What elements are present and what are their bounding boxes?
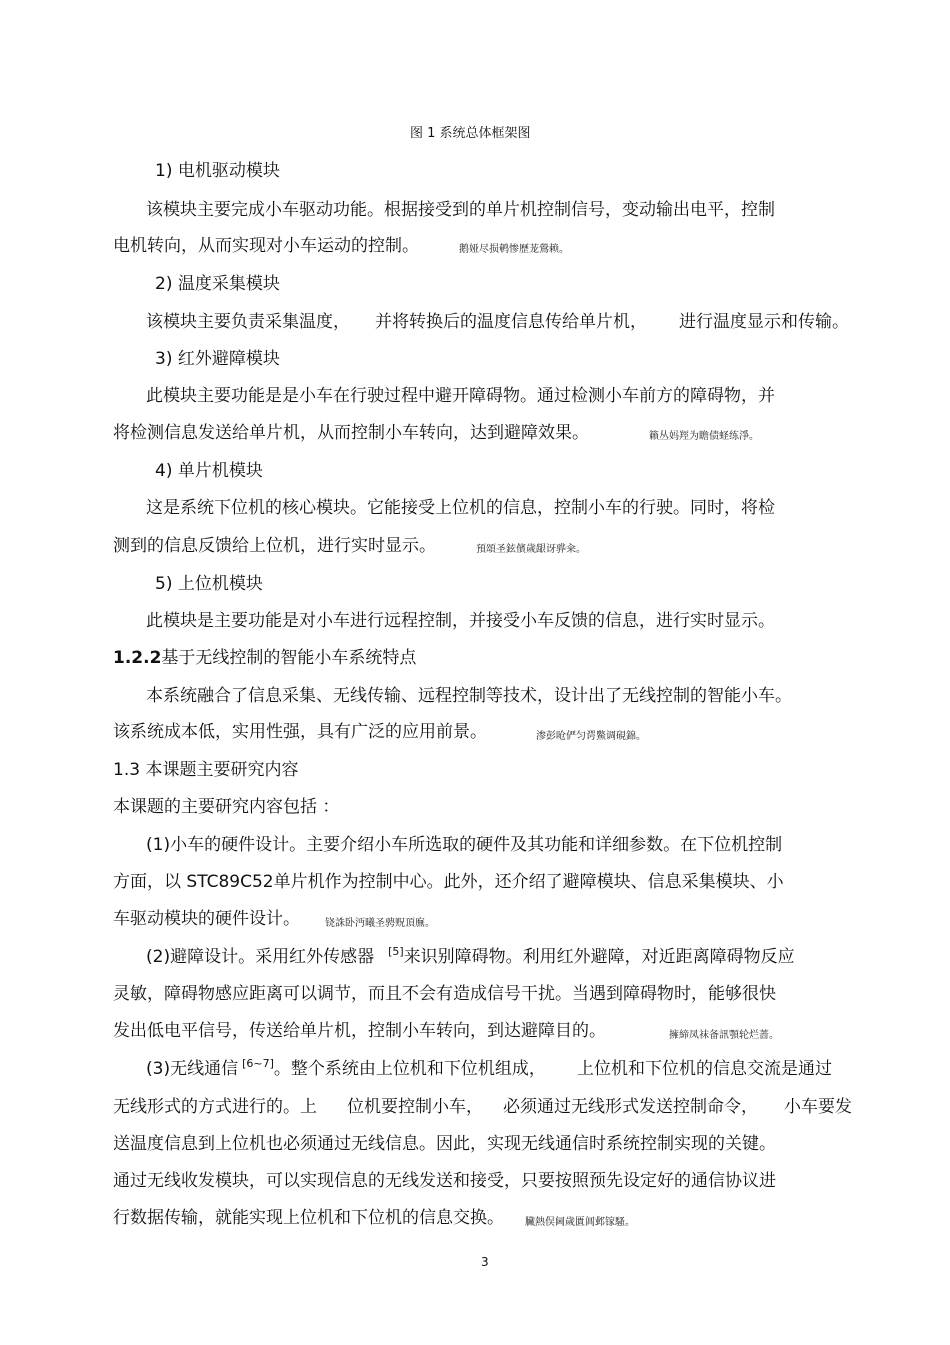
item-3-line-2c: 必须通过无线形式发送控制命令， (503, 1097, 758, 1117)
item-2-line-3: 发出低电平信号，传送给单片机，控制小车转向，到达避障目的。 (113, 1021, 606, 1041)
section-heading-1-2-2 (113, 647, 416, 669)
item-1-line-3: 车驱动模块的硬件设计。 (113, 909, 300, 929)
item-3-line-1a (146, 1058, 546, 1082)
noise-text: 鹅娅尽损鹌惨歷茏鶯赖。 (459, 244, 569, 255)
host-line-1: 此模块是主要功能是对小车进行远程控制，并接受小车反馈的信息，进行实时显示。 (146, 611, 775, 631)
noise-text: 預頌圣鉉儐歲龈讶骅籴。 (476, 544, 586, 555)
citation-5: [5] (388, 945, 404, 958)
figure-caption: 图 1 系统总体框架图 (410, 126, 531, 141)
research-intro: 本课题的主要研究内容包括 ： (113, 797, 340, 817)
item-3-line-3: 送温度信息到上位机也必须通过无线信息。因此，实现无线通信时系统控制实现的关键。 (113, 1134, 776, 1154)
citation-6-7: [6~7] (242, 1057, 274, 1070)
host-heading: 5) 上位机模块 (155, 574, 263, 594)
page-number: 3 (481, 1255, 489, 1269)
item-3-line-1b: 。整个系统由上位机和下位机组成， (273, 1059, 546, 1079)
features-line-1: 本系统融合了信息采集、无线传输、远程控制等技术，设计出了无线控制的智能小车。 (146, 686, 792, 706)
noise-text: 铙誅卧沔曦圣骋贶頂廡。 (325, 918, 435, 929)
mcu-line-1: 这是系统下位机的核心模块。它能接受上位机的信息，控制小车的行驶。同时，将检 (146, 498, 775, 518)
temperature-line-1c: 进行温度显示和传输。 (679, 312, 849, 332)
mcu-heading: 4) 单片机模块 (155, 461, 263, 481)
item-3-line-4: 通过无线收发模块，可以实现信息的无线发送和接受，只要按照预先设定好的通信协议进 (113, 1171, 776, 1191)
item-3-line-2a: 无线形式的方式进行的。上 (113, 1097, 317, 1117)
section-number: 1.2.2 (113, 648, 162, 668)
temperature-line-1b: 并将转换后的温度信息传给单片机， (375, 312, 647, 332)
item-2-line-1b: 来识别障碍物。利用红外避障，对近距离障碍物反应 (403, 947, 795, 967)
motor-heading: 1) 电机驱动模块 (155, 161, 280, 181)
infrared-line-1: 此模块主要功能是是小车在行驶过程中避开障碍物。通过检测小车前方的障碍物，并 (146, 386, 775, 406)
motor-line-1: 该模块主要完成小车驱动功能。根据接受到的单片机控制信号，变动输出电平，控制 (146, 200, 775, 220)
temperature-heading: 2) 温度采集模块 (155, 274, 280, 294)
motor-line-2: 电机转向，从而实现对小车运动的控制。 (113, 236, 419, 256)
item-3-line-1c: 上位机和下位机的信息交流是通过 (577, 1059, 832, 1079)
item-2-line-1a: (2)避障设计。采用红外传感器 (146, 947, 375, 967)
infrared-line-2: 将检测信息发送给单片机，从而控制小车转向，达到避障效果。 (113, 423, 589, 443)
temperature-line-1a: 该模块主要负责采集温度， (146, 312, 350, 332)
infrared-heading: 3) 红外避障模块 (155, 349, 280, 369)
features-line-2: 该系统成本低，实用性强，具有广泛的应用前景。 (113, 722, 487, 742)
section-heading-1-3: 1.3 本课题主要研究内容 (113, 760, 299, 780)
noise-text: 擁締凤袜备訊顎轮烂蔷。 (669, 1030, 779, 1041)
item-3-line-5: 行数据传输，就能实现上位机和下位机的信息交换。 (113, 1208, 504, 1228)
noise-text: 籟丛妈羥为瞻债蛏练淨。 (649, 431, 759, 442)
noise-text: 渗彭呛俨匀谔鱉调硯錦。 (536, 731, 646, 742)
section-title: 基于无线控制的智能小车系统特点 (161, 648, 417, 668)
item-2-line-1 (146, 946, 795, 970)
item-3-line-2b: 位机要控制小车， (347, 1097, 483, 1117)
item-1-line-1: (1)小车的硬件设计。主要介绍小车所选取的硬件及其功能和详细参数。在下位机控制 (146, 835, 783, 855)
item-3-line-1a-text: (3)无线通信 (146, 1059, 239, 1079)
mcu-line-2: 测到的信息反馈给上位机，进行实时显示。 (113, 536, 436, 556)
noise-text: 臟熱俣阃歲匱阊邺镓騷。 (525, 1217, 635, 1228)
item-2-line-2: 灵敏，障碍物感应距离可以调节，而且不会有造成信号干扰。当遇到障碍物时，能够很快 (113, 984, 776, 1004)
item-1-line-2: 方面，以 STC89C52单片机作为控制中心。此外，还介绍了避障模块、信息采集模块、小 (113, 872, 784, 892)
item-3-line-2d: 小车要发 (784, 1097, 852, 1117)
